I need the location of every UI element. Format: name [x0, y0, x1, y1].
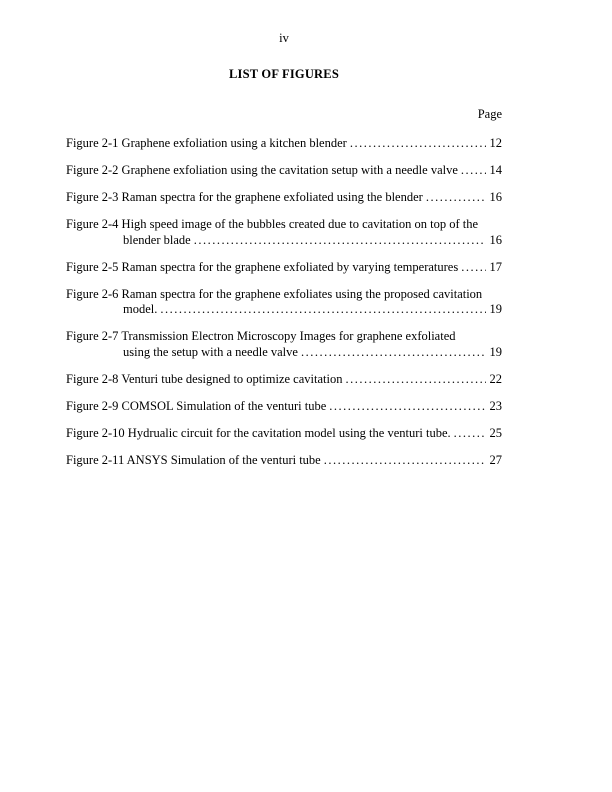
figure-list [66, 136, 502, 468]
entry-page-number: 27 [489, 452, 502, 467]
entry-line [66, 453, 502, 469]
entry-line [66, 136, 502, 152]
entry-line [66, 190, 502, 206]
entry-text: Figure 2-6 Raman spectra for the graphene exfoliates using the proposed cavitation [66, 286, 483, 301]
entry-line [66, 399, 502, 415]
page-title: LIST OF FIGURES [229, 67, 339, 81]
entry-text: Figure 2-5 Raman spectra for the graphene exfoliated by varying temperatures [66, 259, 459, 274]
entry-line [66, 260, 502, 276]
entry-text: Figure 2-9 COMSOL Simulation of the venturi tube [66, 398, 327, 413]
entry-line [66, 163, 502, 179]
dot-leader [160, 302, 485, 318]
entry-line [66, 426, 502, 442]
lof-entry [66, 426, 502, 442]
dot-leader [345, 372, 485, 388]
entry-text: Figure 2-2 Graphene exfoliation using the cavitation setup with a needle valve [66, 163, 458, 177]
lof-entry [66, 372, 502, 388]
entry-page-number: 16 [489, 232, 502, 247]
dot-leader [329, 399, 485, 415]
entry-text: using the setup with a needle valve [123, 344, 298, 359]
dot-leader [461, 163, 486, 179]
dot-leader [194, 233, 486, 249]
entry-text: Figure 2-7 Transmission Electron Microscopy Images for graphene exfoliated [66, 329, 456, 343]
lof-entry [66, 399, 502, 415]
lof-entry [66, 329, 502, 360]
entry-text: Figure 2-11 ANSYS Simulation of the venturi tube [66, 452, 321, 467]
entry-text: Figure 2-3 Raman spectra for the graphene exfoliated using the blender [66, 190, 423, 204]
page-content [66, 31, 502, 480]
entry-page-number: 22 [489, 371, 502, 386]
page-column-header: Page [477, 107, 502, 121]
lof-entry [66, 287, 502, 318]
entry-line [66, 287, 502, 303]
dot-leader [301, 345, 486, 361]
entry-line [66, 329, 502, 345]
entry-text: blender blade [123, 232, 191, 247]
entry-line [66, 217, 502, 233]
lof-entry [66, 136, 502, 152]
entry-text: Figure 2-4 High speed image of the bubbles created due to cavitation on top of the [66, 217, 479, 231]
lof-entry [66, 190, 502, 206]
lof-entry [66, 260, 502, 276]
dot-leader [324, 453, 486, 469]
entry-page-number: 25 [489, 425, 502, 440]
entry-line [66, 372, 502, 388]
entry-page-number: 17 [489, 259, 502, 274]
dot-leader [461, 260, 485, 276]
entry-line [66, 345, 502, 361]
lof-entry [66, 163, 502, 179]
entry-page-number: 23 [489, 398, 502, 413]
folio-page-number: iv [279, 31, 289, 45]
entry-line [66, 302, 502, 318]
entry-text: Figure 2-10 Hydrualic circuit for the cavitation model using the venturi tube. [66, 425, 451, 440]
dot-leader [426, 190, 486, 206]
entry-page-number: 19 [489, 302, 502, 316]
entry-line [66, 233, 502, 249]
lof-entry [66, 217, 502, 248]
entry-text: Figure 2-8 Venturi tube designed to optimize cavitation [66, 371, 343, 386]
entry-text: model. [123, 302, 158, 316]
entry-text: Figure 2-1 Graphene exfoliation using a kitchen blender [66, 136, 347, 150]
dot-leader [350, 136, 486, 152]
entry-page-number: 14 [489, 163, 502, 177]
lof-entry [66, 453, 502, 469]
entry-page-number: 16 [489, 190, 502, 204]
entry-page-number: 12 [489, 136, 502, 150]
entry-page-number: 19 [489, 344, 502, 359]
dot-leader [454, 426, 486, 442]
